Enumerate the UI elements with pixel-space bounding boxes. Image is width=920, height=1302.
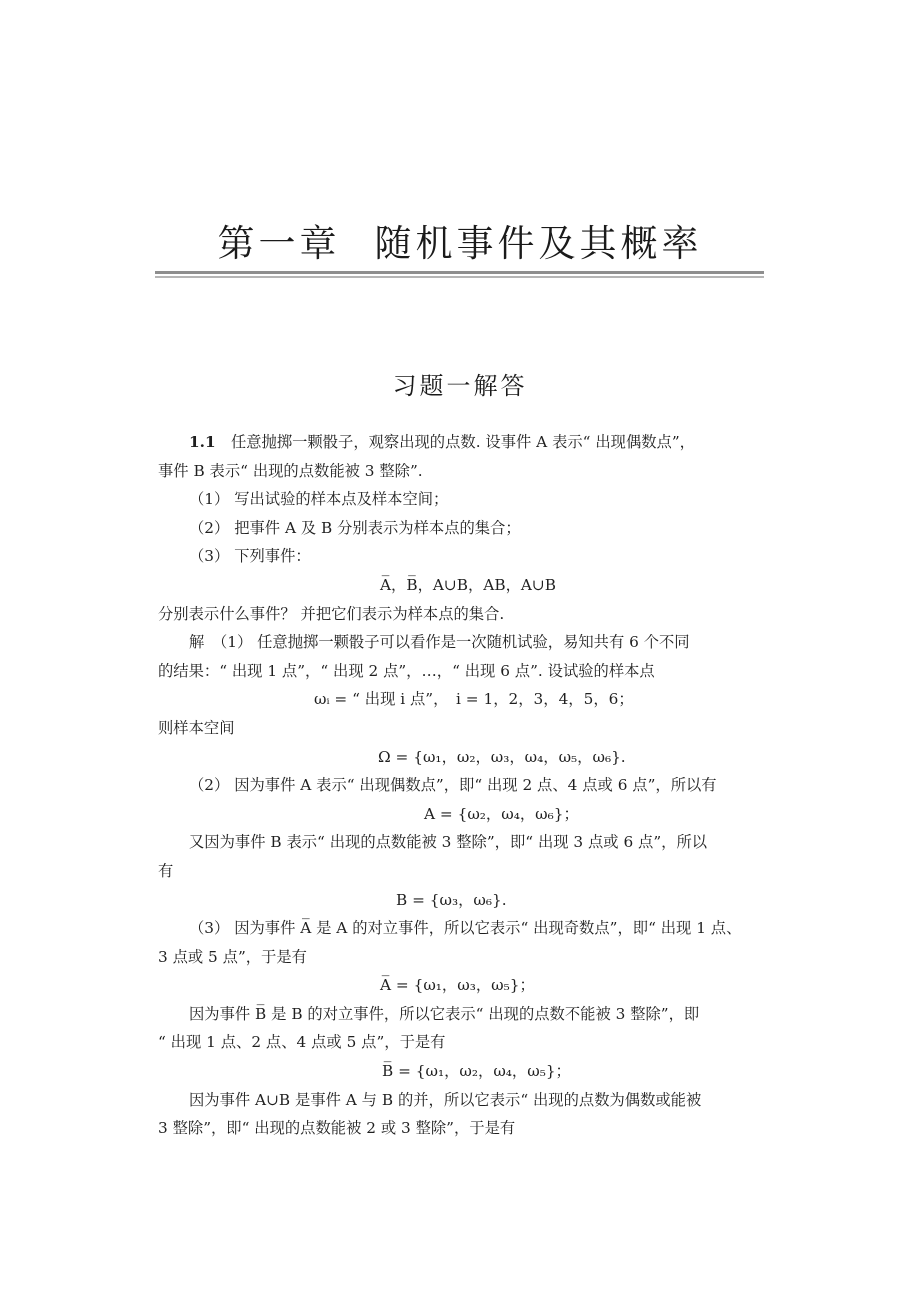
formula-line: ωᵢ = “ 出现 i 点”， i = 1，2，3，4，5，6； [314,690,634,709]
solution-line: 解 （1） 任意抛掷一颗骰子可以看作是一次随机试验，易知共有 6 个不同 [189,633,690,652]
problem-line: 分别表示什么事件？ 并把它们表示为样本点的集合. [158,604,505,623]
formula-line: B = {ω₃，ω₆}. [396,890,507,909]
solution-line: 的结果：“ 出现 1 点”，“ 出现 2 点”，…，“ 出现 6 点”. 设试验的样本点 [158,661,655,680]
solution-line: 因为事件 A∪B 是事件 A 与 B 的并，所以它表示“ 出现的点数为偶数或能被 [189,1090,702,1109]
formula-line: A̅ = {ω₁，ω₃，ω₅}； [380,976,535,995]
problem-line: （3） 下列事件： [189,547,311,566]
formula-line: B̅ = {ω₁，ω₂，ω₄，ω₅}； [382,1062,571,1081]
chapter-label: 第一章 [217,222,341,265]
solution-line: 则样本空间 [158,718,235,737]
solution-line: 有 [158,861,174,880]
problem-line: 事件 B 表示“ 出现的点数能被 3 整除”. [158,461,423,480]
solution-line: （3） 因为事件 A̅ 是 A 的对立事件，所以它表示“ 出现奇数点”，即“ 出现 1 点、 [189,919,742,938]
formula-line: A̅，B̅，A∪B，AB，A∪B [380,575,556,594]
formula-line: Ω = {ω₁，ω₂，ω₃，ω₄，ω₅，ω₆}. [378,747,626,766]
section-title: 习题一解答 [392,372,528,400]
solution-line: “ 出现 1 点、2 点、4 点或 5 点”，于是有 [158,1033,446,1052]
chapter-rule-thin [155,276,764,278]
formula-line: A = {ω₂，ω₄，ω₆}； [424,804,579,823]
document-body [158,428,770,1143]
solution-line: 又因为事件 B 表示“ 出现的点数能被 3 整除”，即“ 出现 3 点或 6 点”，所以 [189,833,708,852]
problem-line: 1.1 任意抛掷一颗骰子，观察出现的点数. 设事件 A 表示“ 出现偶数点”， [189,433,695,451]
solution-line: （2） 因为事件 A 表示“ 出现偶数点”，即“ 出现 2 点、4 点或 6 点”，所以有 [189,776,717,795]
problem-line: （2） 把事件 A 及 B 分别表示为样本点的集合； [189,518,521,537]
chapter-heading [0,213,920,267]
problem-line: （1） 写出试验的样本点及样本空间； [189,490,449,509]
solution-line: 3 整除”，即“ 出现的点数能被 2 或 3 整除”，于是有 [158,1119,516,1138]
chapter-rule-thick [155,271,764,274]
problem-number: 1.1 [189,433,216,451]
solution-line: 因为事件 B̅ 是 B 的对立事件，所以它表示“ 出现的点数不能被 3 整除”，即 [189,1004,700,1023]
solution-line: 3 点或 5 点”，于是有 [158,947,307,966]
chapter-title: 随机事件及其概率 [374,222,703,265]
